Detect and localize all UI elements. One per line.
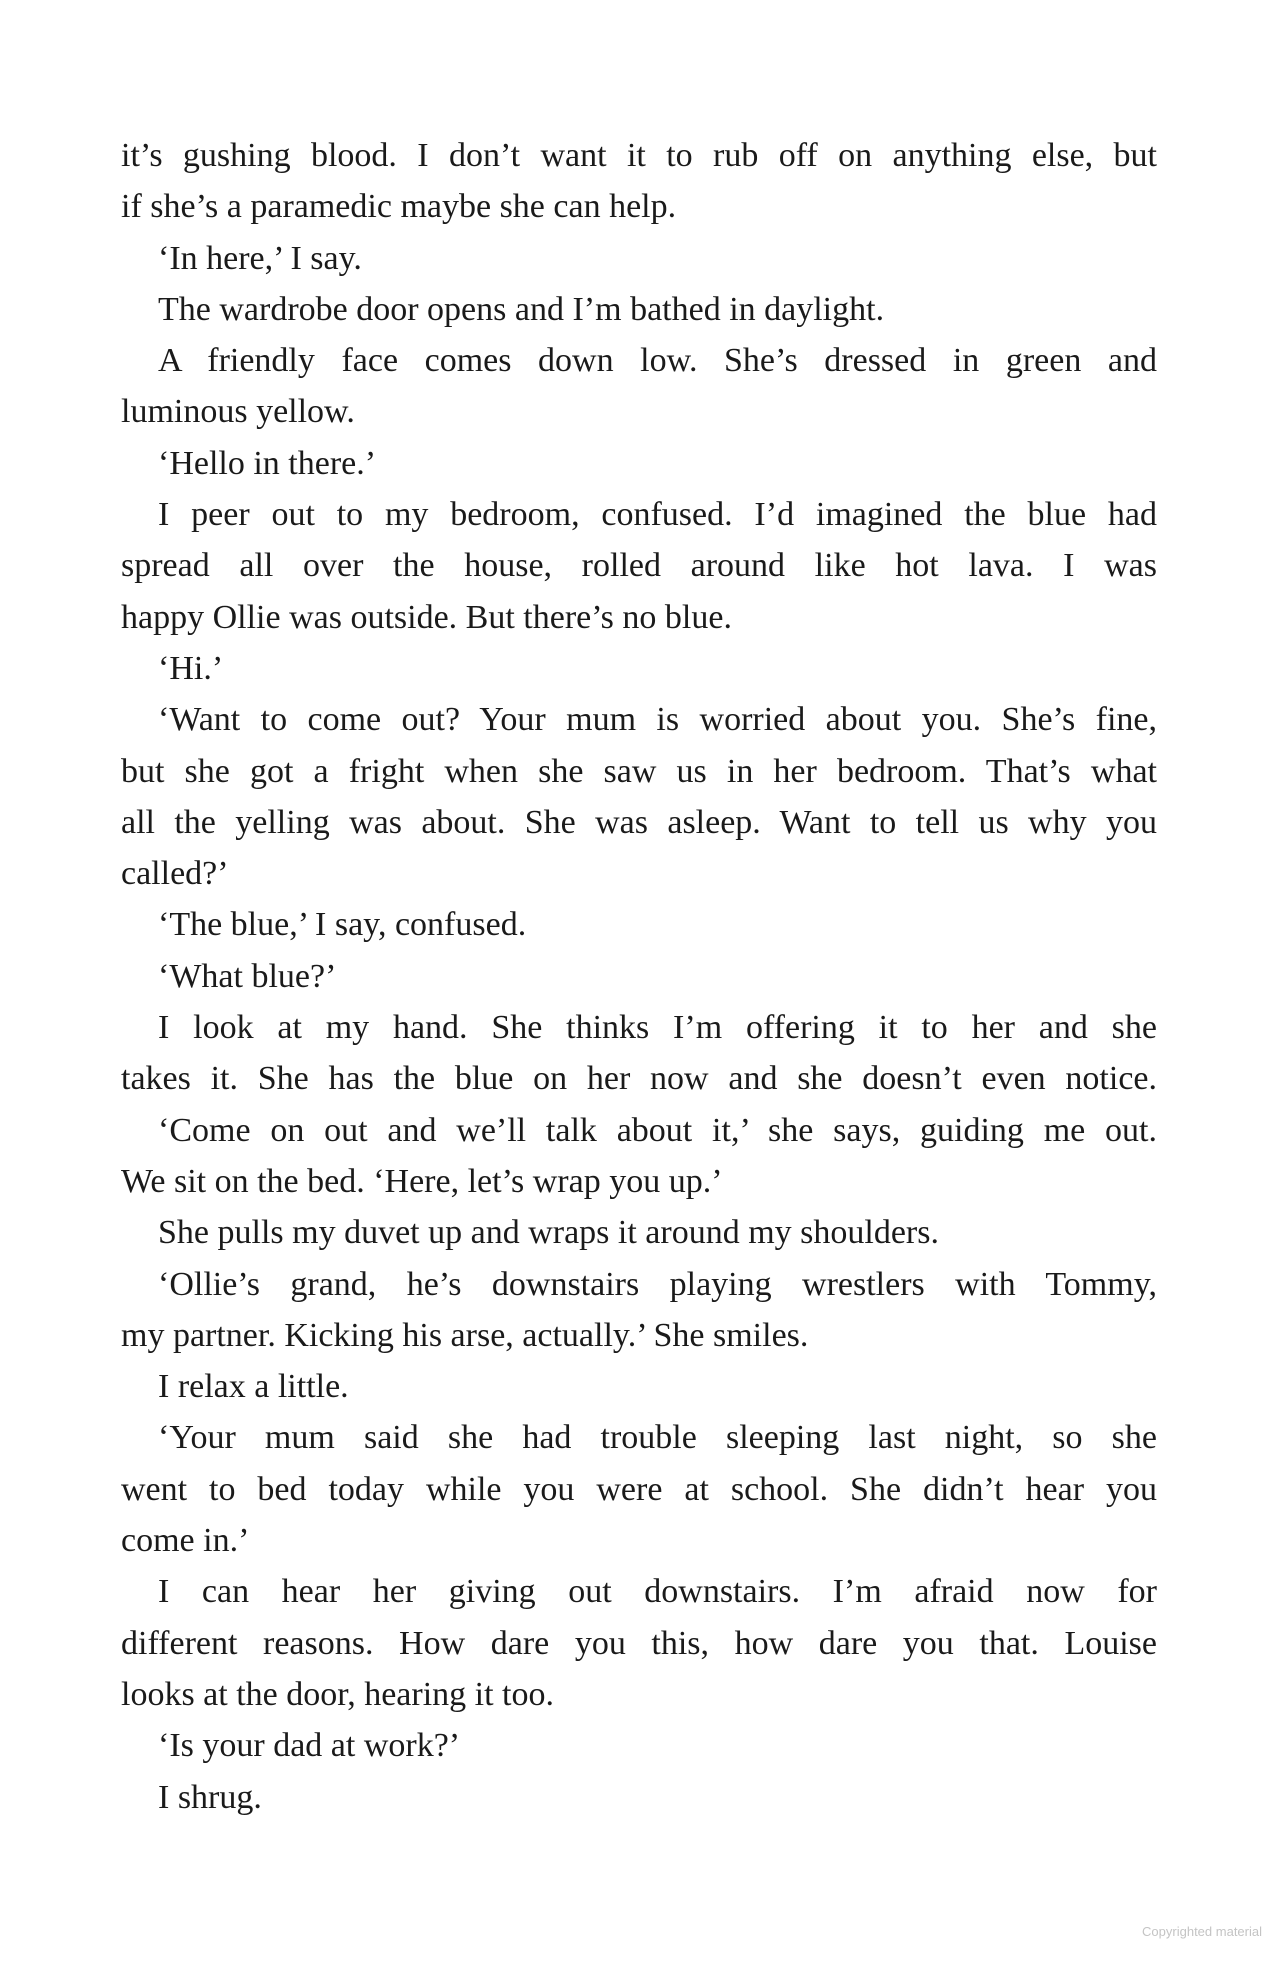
text-line: I shrug. (158, 1778, 262, 1816)
text-line: all the yelling was about. She was asleep. Want to tell us why you (121, 803, 1157, 841)
text-line: ‘Your mum said she had trouble sleeping last night, so she (158, 1419, 1157, 1457)
text-line: ‘Hi.’ (158, 649, 224, 687)
text-line: I relax a little. (158, 1368, 349, 1406)
text-line: We sit on the bed. ‘Here, let’s wrap you up.’ (121, 1162, 723, 1200)
text-line: luminous yellow. (121, 393, 355, 431)
text-line: different reasons. How dare you this, how dare you that. Louise (121, 1624, 1157, 1662)
text-line: takes it. She has the blue on her now and she doesn’t even notice. (121, 1060, 1157, 1098)
text-line: ‘Is your dad at work?’ (158, 1727, 461, 1765)
text-line: ‘Want to come out? Your mum is worried about you. She’s fine, (158, 701, 1157, 739)
text-line: happy Ollie was outside. But there’s no blue. (121, 598, 732, 636)
text-line: but she got a fright when she saw us in her bedroom. That’s what (121, 752, 1157, 790)
text-line: I look at my hand. She thinks I’m offering it to her and she (158, 1009, 1157, 1047)
text-line: ‘The blue,’ I say, confused. (158, 906, 527, 944)
text-line: if she’s a paramedic maybe she can help. (121, 188, 677, 226)
text-line: ‘Ollie’s grand, he’s downstairs playing wrestlers with Tommy, (158, 1265, 1157, 1303)
copyright-watermark: Copyrighted material (1142, 1924, 1262, 1939)
text-line: ‘What blue?’ (158, 957, 337, 995)
text-line: come in.’ (121, 1522, 250, 1560)
text-line: looks at the door, hearing it too. (121, 1675, 555, 1713)
text-line: I can hear her giving out downstairs. I’m afraid now for (158, 1573, 1157, 1611)
text-line: ‘In here,’ I say. (158, 239, 362, 277)
text-line: A friendly face comes down low. She’s dressed in green and (158, 342, 1157, 380)
text-line: my partner. Kicking his arse, actually.’ She smiles. (121, 1316, 809, 1354)
text-line: She pulls my duvet up and wraps it around my shoulders. (158, 1214, 939, 1252)
text-line: spread all over the house, rolled around like hot lava. I was (121, 547, 1157, 585)
text-line: ‘Come on out and we’ll talk about it,’ she says, guiding me out. (158, 1111, 1157, 1149)
text-line: called?’ (121, 855, 229, 893)
text-line: The wardrobe door opens and I’m bathed in daylight. (158, 290, 885, 328)
book-page-body (121, 130, 1157, 1823)
text-line: it’s gushing blood. I don’t want it to rub off on anything else, but (121, 137, 1157, 174)
text-line: ‘Hello in there.’ (158, 444, 377, 482)
text-line: went to bed today while you were at school. She didn’t hear you (121, 1470, 1157, 1508)
text-line: I peer out to my bedroom, confused. I’d imagined the blue had (158, 496, 1157, 534)
